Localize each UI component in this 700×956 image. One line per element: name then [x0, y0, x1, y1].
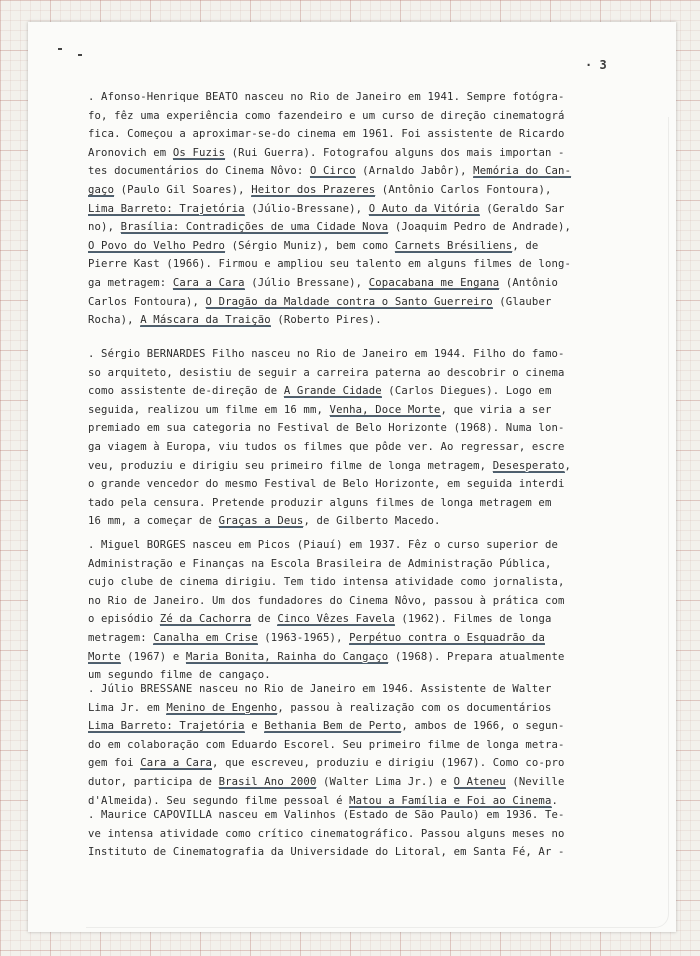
text-run: . Maurice CAPOVILLA nasceu em Valinhos (Estado de São Paulo) em 1936. Te-: [88, 809, 565, 821]
text-run: . Júlio BRESSANE nasceu no Rio de Janeiro em 1946. Assistente de Walter: [88, 683, 552, 695]
text-run: do em colaboração com Eduardo Escorel. Seu primeiro filme de longa metra-: [88, 738, 565, 751]
text-run: (Paulo Gil Soares),: [114, 183, 252, 196]
film-title: Menino de Engenho: [166, 701, 278, 714]
text-line: [88, 274, 608, 293]
text-line: [88, 773, 608, 792]
text-run: Instituto de Cinematografia da Universidade do Litoral, em Santa Fé, Ar -: [88, 846, 565, 859]
text-run: veu, produziu e dirigiu seu primeiro filme de longa metragem,: [88, 459, 493, 472]
film-title: Carnets Brésiliens: [394, 239, 513, 252]
text-run: (Geraldo Sar: [479, 202, 565, 215]
film-title: Lima Barreto: Trajetória: [88, 720, 245, 733]
text-run: (1962). Filmes de longa: [394, 613, 552, 626]
film-title: Canalha em Crise: [153, 631, 258, 644]
text-run: como assistente de-direção de: [88, 385, 284, 398]
text-line: [88, 648, 608, 667]
film-title: Graças a Deus: [218, 515, 304, 528]
text-line: [88, 610, 608, 629]
text-run: cujo clube de cinema dirigiu. Tem tido intensa atividade como jornalista,: [88, 576, 565, 589]
film-title: Lima Barreto: Trajetória: [88, 202, 245, 215]
text-run: Pierre Kast (1966). Firmou e ampliou seu talento em alguns filmes de long-: [88, 258, 572, 271]
text-run: (Rui Guerra). Fotografou alguns dos mais importan -: [225, 146, 565, 159]
text-run: , de Gilberto Macedo.: [303, 515, 441, 528]
text-run: (Sérgio Muniz), bem como: [225, 239, 395, 252]
text-run: ga metragem:: [88, 276, 173, 289]
text-line: [88, 494, 608, 513]
text-run: ,: [564, 459, 572, 472]
text-run: (Walter Lima Jr.) e: [316, 775, 454, 788]
text-run: (Neville: [505, 775, 565, 788]
text-run: d'Almeida). Seu segundo filme pessoal é: [88, 794, 350, 807]
text-line: [88, 88, 608, 107]
film-title: Perpétuo contra o Esquadrão da: [349, 631, 545, 644]
film-title: Morte: [88, 650, 121, 663]
film-title: Brasil Ano 2000: [218, 775, 317, 788]
text-line: [88, 438, 608, 457]
text-run: dutor, participa de: [88, 775, 219, 788]
film-title: Cinco Vêzes Favela: [277, 613, 395, 626]
bio-beato: [88, 88, 608, 330]
text-run: (Antônio: [499, 276, 559, 289]
text-line: [88, 754, 608, 773]
text-line: [88, 475, 608, 494]
corner-mark: [58, 48, 62, 50]
film-title: Cara a Cara: [172, 276, 245, 289]
film-title: Venha, Doce Morte: [329, 403, 441, 416]
text-line: [88, 536, 608, 555]
film-title: O Dragão da Maldade contra o Santo Guerreiro: [205, 295, 493, 308]
text-run: , de: [512, 239, 539, 252]
film-title: Maria Bonita, Rainha do Cangaço: [185, 650, 389, 663]
text-run: , que escreveu, produziu e dirigiu (1967). Como co-pro: [212, 757, 565, 770]
text-line: [88, 512, 608, 531]
text-line: [88, 457, 608, 476]
text-run: (Roberto Pires).: [270, 314, 382, 327]
text-line: [88, 573, 608, 592]
bio-capovilla: [88, 806, 608, 862]
text-line: [88, 311, 608, 330]
film-title: Cara a Cara: [140, 757, 213, 770]
text-line: [88, 843, 608, 862]
text-run: 16 mm, a começar de: [88, 515, 219, 528]
text-run: (Glauber: [492, 295, 552, 308]
text-run: (1967) e: [120, 650, 186, 663]
text-run: no),: [88, 221, 121, 234]
text-run: . Afonso-Henrique BEATO nasceu no Rio de Janeiro em 1941. Sempre fotógra-: [88, 91, 565, 103]
text-run: .: [551, 794, 559, 807]
text-line: [88, 806, 608, 825]
text-run: seguida, realizou um filme em 16 mm,: [88, 403, 330, 416]
text-run: Aronovich em: [88, 146, 173, 159]
text-line: [88, 200, 608, 219]
text-line: [88, 107, 608, 126]
film-title: A Grande Cidade: [283, 385, 382, 398]
text-run: o episódio: [88, 613, 160, 626]
film-title: gaço: [88, 183, 115, 196]
text-line: [88, 717, 608, 736]
text-line: [88, 162, 608, 181]
text-line: [88, 345, 608, 364]
film-title: Copacabana me Engana: [368, 276, 500, 289]
film-title: Bethania Bem de Perto: [264, 720, 402, 733]
text-run: Carlos Fontoura),: [88, 295, 206, 308]
text-line: [88, 293, 608, 312]
page-number: · 3: [585, 58, 607, 72]
film-title: Brasília: Contradições de uma Cidade Nova: [120, 221, 389, 234]
film-title: O Auto da Vitória: [368, 202, 480, 215]
text-line: [88, 237, 608, 256]
text-line: [88, 255, 608, 274]
film-title: Desesperato: [492, 459, 565, 472]
text-run: Rocha),: [88, 314, 141, 327]
text-run: (1968). Prepara atualmente: [388, 650, 565, 663]
film-title: O Ateneu: [453, 775, 506, 788]
text-line: [88, 218, 608, 237]
text-line: [88, 699, 608, 718]
film-title: Memória do Can-: [473, 165, 572, 178]
text-run: Lima Jr. em: [88, 701, 167, 714]
text-line: [88, 629, 608, 648]
film-title: O Povo do Velho Pedro: [88, 239, 226, 252]
text-run: (Júlio-Bressane),: [244, 202, 369, 215]
text-run: , passou à realização com os documentários: [277, 701, 552, 714]
text-run: (Joaquim Pedro de Andrade),: [388, 221, 572, 234]
text-run: metragem:: [88, 631, 154, 644]
text-run: premiado em sua categoria no Festival de Belo Horizonte (1968). Numa lon-: [88, 422, 565, 435]
text-run: fica. Começou a aproximar-se-do cinema em 1961. Foi assistente de Ricardo: [88, 128, 565, 141]
film-title: Zé da Cachorra: [159, 613, 252, 626]
text-run: gem foi: [88, 757, 141, 770]
text-run: tes documentários do Cinema Nôvo:: [88, 165, 310, 178]
text-line: [88, 680, 608, 699]
text-run: (Arnaldo Jabôr),: [355, 165, 474, 178]
bio-borges: [88, 536, 608, 685]
text-run: um segundo filme de cangaço.: [88, 669, 271, 682]
bio-bressane: [88, 680, 608, 810]
text-line: [88, 364, 608, 383]
text-line: [88, 401, 608, 420]
text-run: ga viagem à Europa, viu tudos os filmes que pôde ver. Ao regressar, escre: [88, 440, 565, 453]
film-title: A Máscara da Traição: [140, 314, 271, 327]
film-title: Heitor dos Prazeres: [251, 183, 376, 196]
text-run: (Antônio Carlos Fontoura),: [375, 183, 552, 196]
text-line: [88, 419, 608, 438]
text-run: no Rio de Janeiro. Um dos fundadores do Cinema Nôvo, passou à prática com: [88, 594, 565, 607]
text-run: de: [251, 613, 278, 626]
text-run: tado pela censura. Pretende produzir alguns filmes de longa metragem em: [88, 496, 552, 509]
text-run: . Sérgio BERNARDES Filho nasceu no Rio de Janeiro em 1944. Filho do famo-: [88, 348, 565, 360]
text-run: Administração e Finanças na Escola Brasileira de Administração Pública,: [88, 557, 552, 570]
text-run: , ambos de 1966, o segun-: [401, 720, 565, 733]
text-run: fo, fêz uma experiência como fazendeiro e um curso de direção cinematográ: [88, 109, 565, 122]
film-title: O Circo: [309, 165, 356, 178]
bio-bernardes: [88, 345, 608, 531]
text-run: so arquiteto, desistiu de seguir a carreira paterna ao descobrir o cinema: [88, 366, 565, 379]
text-line: [88, 181, 608, 200]
film-title: Matou a Família e Foi ao Cinema: [349, 794, 552, 807]
text-run: . Miguel BORGES nasceu em Picos (Piauí) em 1937. Fêz o curso superior de: [88, 539, 559, 551]
text-run: (Carlos Diegues). Logo em: [381, 385, 552, 398]
text-run: ve intensa atividade como crítico cinematográfico. Passou alguns meses no: [88, 827, 565, 840]
text-line: [88, 825, 608, 844]
text-line: [88, 382, 608, 401]
text-run: e: [244, 720, 265, 733]
text-run: (Júlio Bressane),: [244, 276, 369, 289]
text-line: [88, 125, 608, 144]
text-line: [88, 555, 608, 574]
text-run: (1963-1965),: [257, 631, 350, 644]
corner-mark: [78, 54, 82, 56]
text-run: o grande vencedor do mesmo Festival de Belo Horizonte, em seguida interdi: [88, 478, 565, 491]
text-line: [88, 144, 608, 163]
text-run: , que viria a ser: [440, 403, 552, 416]
film-title: Os Fuzis: [172, 146, 226, 159]
text-line: [88, 592, 608, 611]
text-line: [88, 736, 608, 755]
